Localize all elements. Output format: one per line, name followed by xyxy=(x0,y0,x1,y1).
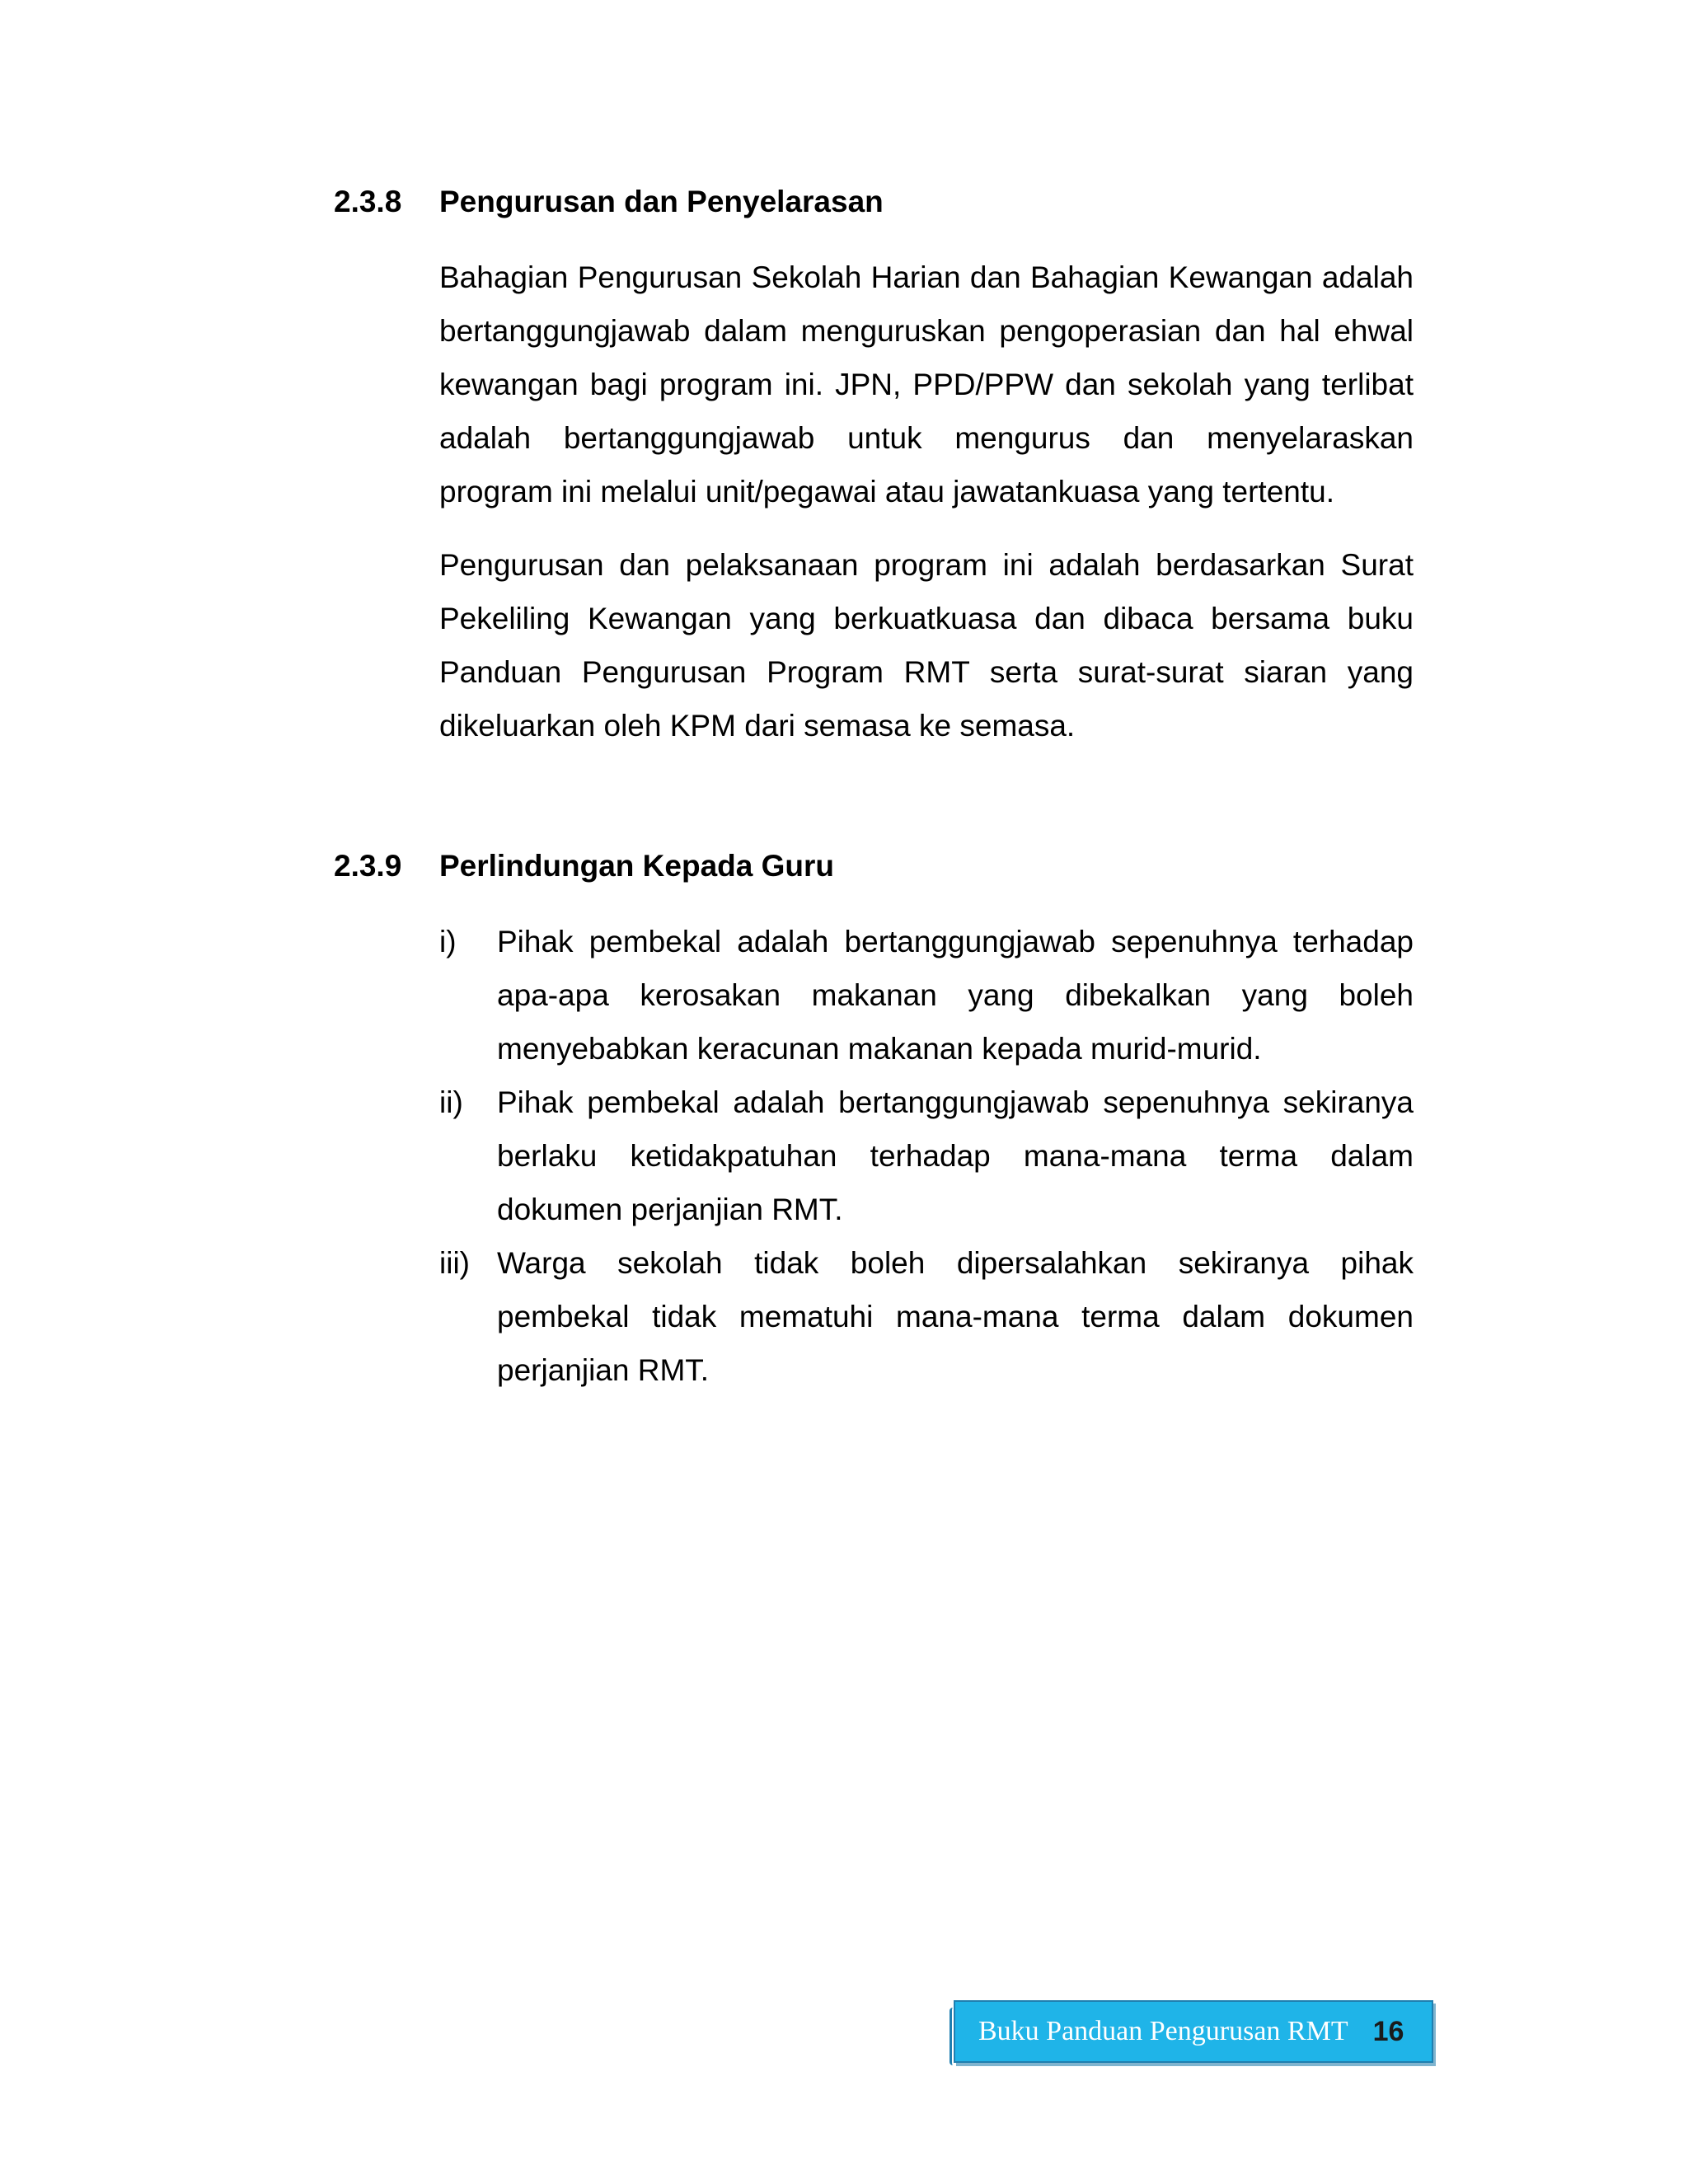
list-marker: ii) xyxy=(439,1085,463,1119)
list-marker: i) xyxy=(439,925,457,958)
list-marker: iii) xyxy=(439,1246,470,1280)
list-item-text: Warga sekolah tidak boleh dipersalahkan sekiranya pihak pembekal tidak mematuhi mana-mana terma dalam dokumen perjanjian RMT. xyxy=(497,1246,1414,1387)
section-2-3-8 xyxy=(334,182,1414,752)
section-number: 2.3.9 xyxy=(334,849,402,883)
section-heading xyxy=(334,182,1414,222)
footer-title: Buku Panduan Pengurusan RMT xyxy=(978,2016,1348,2046)
section-number: 2.3.8 xyxy=(334,185,402,218)
footer-banner xyxy=(954,2000,1433,2063)
list-item-text: Pihak pembekal adalah bertanggungjawab sepenuhnya sekiranya berlaku ketidakpatuhan terhadap mana-mana terma dalam dokumen perjanjian RMT. xyxy=(497,1085,1414,1226)
paragraph: Bahagian Pengurusan Sekolah Harian dan Bahagian Kewangan adalah bertanggungjawab dalam menguruskan pengoperasian dan hal ehwal kewangan bagi program ini. JPN, PPD/PPW dan sekolah yang terlibat adalah bertanggungjawab untuk mengurus dan menyelaraskan program ini melalui unit/pegawai atau jawatankuasa yang tertentu. xyxy=(439,260,1414,509)
numbered-list xyxy=(439,915,1414,1397)
list-item xyxy=(439,1236,1414,1397)
list-item-text: Pihak pembekal adalah bertanggungjawab sepenuhnya terhadap apa-apa kerosakan makanan yang dibekalkan yang boleh menyebabkan keracunan makanan kepada murid-murid. xyxy=(497,925,1414,1066)
list-item xyxy=(439,1076,1414,1236)
page-number: 16 xyxy=(1372,2015,1404,2047)
section-title: Perlindungan Kepada Guru xyxy=(439,849,834,883)
paragraph: Pengurusan dan pelaksanaan program ini adalah berdasarkan Surat Pekeliling Kewangan yang berkuatkuasa dan dibaca bersama buku Panduan Pengurusan Program RMT serta surat-surat siaran yang dikeluarkan oleh KPM dari semasa ke semasa. xyxy=(439,548,1414,743)
list-item xyxy=(439,915,1414,1076)
section-2-3-9 xyxy=(334,846,1414,1397)
section-title: Pengurusan dan Penyelarasan xyxy=(439,185,884,218)
section-heading xyxy=(334,846,1414,886)
